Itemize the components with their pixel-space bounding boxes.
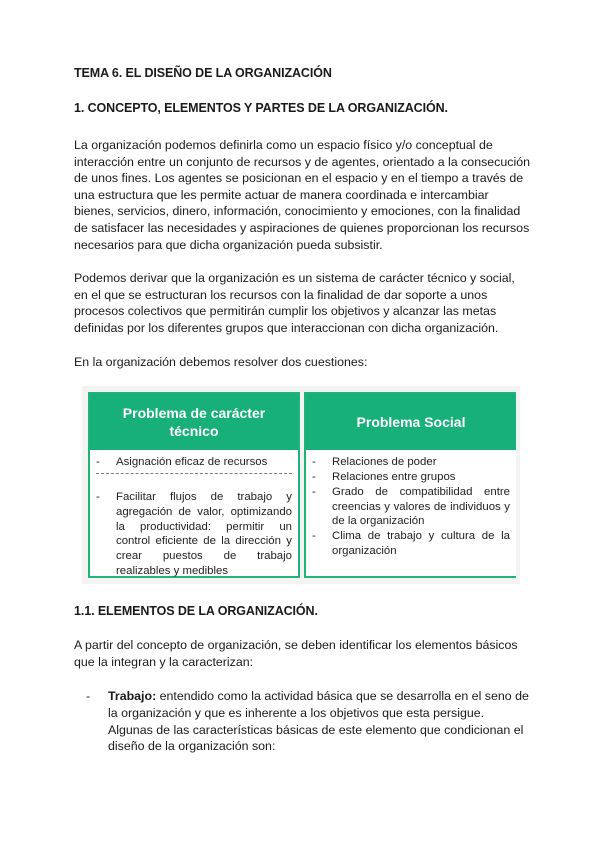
- dash-marker: -: [96, 490, 100, 503]
- social-problem-title: Problema Social: [306, 394, 516, 450]
- dash-marker: -: [86, 689, 91, 704]
- list-item: - Relaciones de poder: [312, 456, 437, 469]
- paragraph-system: Podemos derivar que la organización es un sistema de carácter técnico y social, en el que se estructuran los recursos con la finalidad de dar soporte a unos procesos colectivos que permitirán cumplir los objetivos y alcanzar las metas definidas por los diferentes grupos que interaccionan con dicha organización.: [74, 271, 515, 335]
- technical-problem-list: [90, 450, 298, 579]
- dash-marker: -: [96, 456, 100, 469]
- dash-marker: -: [312, 485, 316, 498]
- problems-figure: [82, 386, 520, 584]
- document-title: TEMA 6. EL DISEÑO DE LA ORGANIZACIÓN: [74, 66, 332, 80]
- dash-marker: -: [312, 530, 316, 543]
- technical-problem-title: Problema de carácter técnico: [90, 394, 298, 450]
- dash-marker: -: [312, 456, 316, 469]
- social-problem-list: [306, 450, 516, 559]
- bullet-text: entendido como la actividad básica que se desarrolla en el seno de la organización y que es inherente a los objetivos que esta persigue. Algunas de las características básicas de este elemento que condicionan el diseño de la organización son:: [108, 689, 529, 754]
- technical-problem-box: [88, 392, 300, 578]
- list-item: - Clima de trabajo y cultura de la organización: [312, 530, 510, 557]
- list-item: - Relaciones entre grupos: [312, 470, 456, 483]
- list-item: - Grado de compatibilidad entre creencias y valores de individuos y de la organización: [312, 485, 510, 528]
- divider: [96, 473, 292, 474]
- paragraph-elements: A partir del concepto de organización, se deben identificar los elementos básicos que la integran y la caracterizan:: [74, 638, 518, 669]
- document-page: [74, 66, 530, 755]
- paragraph-definition: La organización podemos definirla como un espacio físico y/o conceptual de interacción entre un conjunto de recursos y de agentes, orientado a la consecución de unos fines. Los agentes se posicionan en el espacio y en el tiempo a través de una estructura que les permite actuar de manera coordinada e intercambiar bienes, servicios, dinero, información, conocimiento y emociones, con la finalidad de satisfacer las necesidades y aspiraciones de quienes proporcionan los recursos necesarios para que dicha organización pueda subsistir.: [74, 138, 530, 252]
- section-heading-2: 1.1. ELEMENTOS DE LA ORGANIZACIÓN.: [74, 604, 318, 619]
- section-heading-1: 1. CONCEPTO, ELEMENTOS Y PARTES DE LA ORGANIZACIÓN.: [74, 101, 448, 115]
- bullet-label: Trabajo:: [108, 689, 157, 704]
- dash-marker: -: [312, 470, 316, 483]
- paragraph-questions: En la organización debemos resolver dos cuestiones:: [74, 354, 368, 369]
- list-item: - Facilitar flujos de trabajo y agregación de valor, optimizando la productividad: permitir un control eficiente de la dirección y crear puestos de trabajo realizables y medibles: [96, 490, 292, 577]
- bullet-trabajo: [86, 688, 530, 754]
- list-item: - Asignación eficaz de recursos: [96, 456, 268, 469]
- social-problem-box: [304, 392, 516, 578]
